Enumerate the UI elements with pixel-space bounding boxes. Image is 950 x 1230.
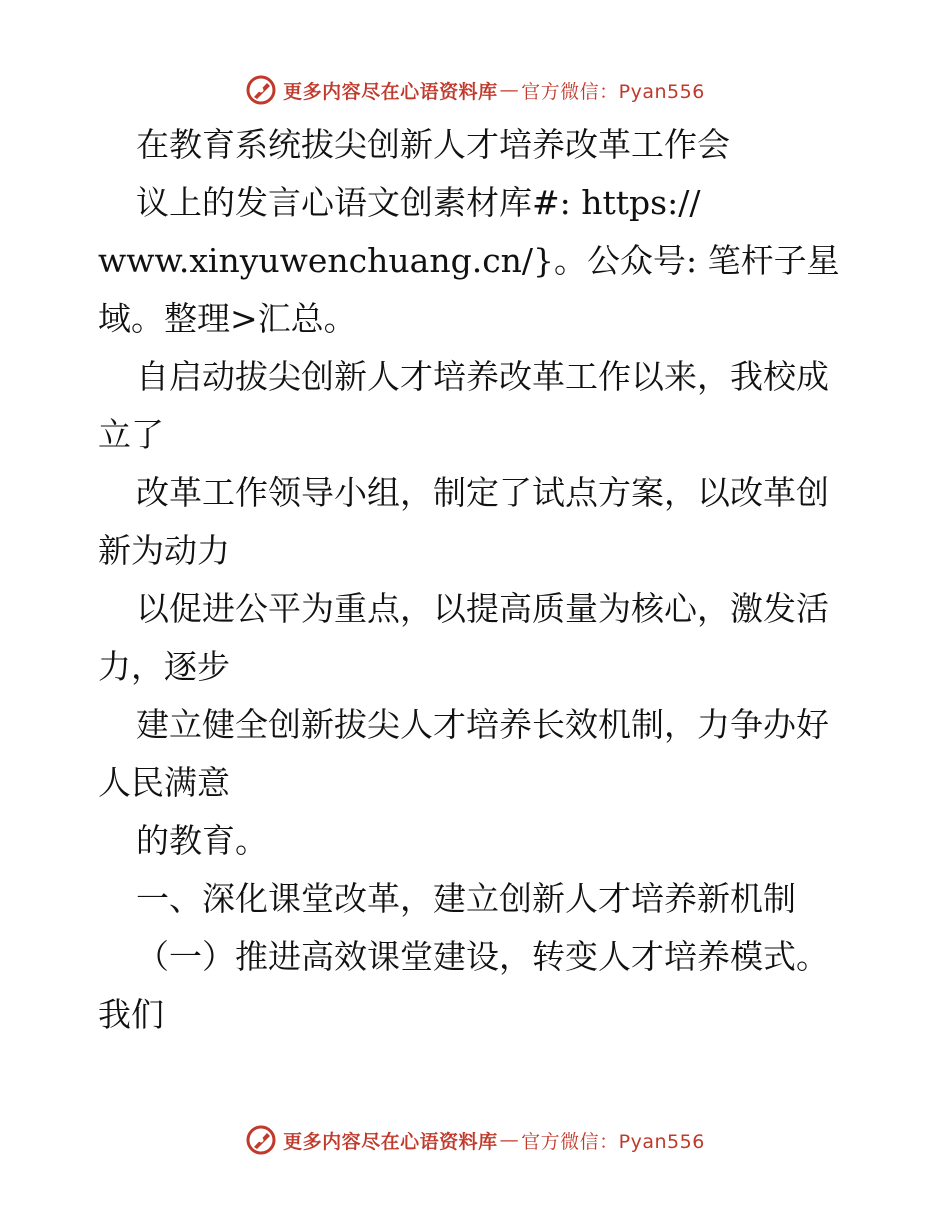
pen-circle-logo-icon [245, 74, 277, 106]
document-body [98, 116, 888, 1044]
body-text-line: 力，逐步 [98, 647, 230, 686]
header-watermark-banner [0, 70, 950, 110]
footer-watermark-banner [0, 1120, 950, 1160]
footer-brand-text: 更多内容尽在心语资料库 [283, 1130, 498, 1153]
body-text-line: 域。整理>汇总。 [98, 299, 357, 338]
header-account-text: 官方微信：Pyan556 [521, 80, 705, 103]
body-text-line: 一、深化课堂改革，建立创新人才培养新机制 [136, 879, 796, 918]
body-text-line: 建立健全创新拔尖人才培养长效机制，力争办好 [136, 705, 829, 744]
footer-account-text: 官方微信：Pyan556 [521, 1130, 705, 1153]
body-text-line: 的教育。 [136, 821, 268, 860]
body-text-line: 我们 [98, 995, 164, 1034]
header-brand-text: 更多内容尽在心语资料库 [283, 80, 498, 103]
pen-circle-logo-icon [245, 1124, 277, 1156]
body-text-line: 新为动力 [98, 531, 230, 570]
header-dash: — [499, 79, 520, 101]
body-text-line: 立了 [98, 415, 164, 454]
body-text-line: （一）推进高效课堂建设，转变人才培养模式。 [136, 937, 829, 976]
body-text-line: 人民满意 [98, 763, 230, 802]
body-text-line: 改革工作领导小组，制定了试点方案，以改革创 [136, 473, 829, 512]
body-text-line: 以促进公平为重点，以提高质量为核心，激发活 [136, 589, 829, 628]
footer-dash: — [499, 1129, 520, 1151]
body-text-line: 议上的发言心语文创素材库#: https:// [136, 183, 701, 222]
body-text-line: 在教育系统拔尖创新人才培养改革工作会 [136, 125, 730, 164]
body-text-line: 自启动拔尖创新人才培养改革工作以来，我校成 [136, 357, 829, 396]
body-text-line: www.xinyuwenchuang.cn/}。公众号: 笔杆子星 [98, 241, 840, 280]
